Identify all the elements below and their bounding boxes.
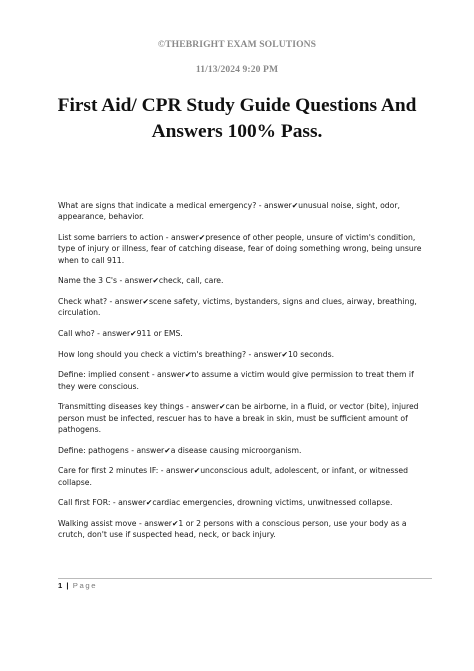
question-text: Care for first 2 minutes IF: - answer [58,466,194,476]
qa-item [58,465,428,488]
answer-text: to assume a victim would give permission to treat them if they were conscious. [58,370,414,391]
qa-item [58,232,428,266]
answer-text: unusual noise, sight, odor, appearance, behavior. [58,201,400,222]
answer-text: presence of other people, unsure of victim's condition, type of injury or illness, fear of catching disease, fear of doing something wrong, being unsure when to call 911. [58,233,422,265]
answer-text: check, call, care. [158,276,224,286]
qa-item [58,518,428,541]
qa-item [58,497,428,508]
title-line-1: First Aid/ CPR Study Guide Questions And [57,95,417,116]
question-text: Walking assist move - answer [58,518,172,528]
answer-text: scene safety, victims, bystanders, signs and clues, airway, breathing, circulation. [58,297,417,318]
qa-item [58,296,428,319]
checkmark-icon: ✔ [130,329,137,338]
document-title [30,93,444,145]
checkmark-icon: ✔ [142,297,149,306]
question-text: Name the 3 C's - answer [58,276,153,286]
checkmark-icon: ✔ [219,402,226,412]
qa-item [58,401,428,435]
qa-item [58,369,428,392]
answer-text: a disease causing microorganism. [170,445,302,455]
qa-list [58,200,428,550]
checkmark-icon: ✔ [184,370,192,380]
answer-text: can be airborne, in a fluid, or vector (bite), injured person must be infected, rescuer has to have a break in skin, must be sufficient amount of pathogens. [58,402,419,434]
checkmark-icon: ✔ [198,233,206,242]
question-text: What are signs that indicate a medical emergency? - answer [58,201,292,210]
page-number: 1 [58,581,63,590]
checkmark-icon: ✔ [145,498,153,508]
timestamp: 11/13/2024 9:20 PM [195,64,279,75]
question-text: List some barriers to action - answer [58,233,199,242]
title-line-2: Answers 100% Pass. [151,121,323,142]
qa-item [58,200,428,223]
answer-text: cardiac emergencies, drowning victims, unwitnessed collapse. [152,498,393,508]
checkmark-icon: ✔ [281,349,288,359]
page-footer [58,581,97,590]
question-text: Check what? - answer [58,297,143,306]
checkmark-icon: ✔ [291,201,299,210]
footer-divider [58,578,432,579]
answer-text: 911 or EMS. [136,329,183,338]
checkmark-icon: ✔ [152,276,159,286]
answer-text: 10 seconds. [288,349,335,359]
checkmark-icon: ✔ [193,466,201,476]
question-text: Define: pathogens - answer [58,445,165,455]
answer-text: 1 or 2 persons with a conscious person, use your body as a crutch, don't use if suspected head, neck, or back injury. [58,518,407,540]
qa-item [58,275,428,286]
footer-separator: | [66,581,69,590]
question-text: Define: implied consent - answer [58,370,185,380]
checkmark-icon: ✔ [171,518,179,528]
qa-item [58,445,428,456]
question-text: Transmitting diseases key things - answer [58,402,220,412]
question-text: Call who? - answer [58,329,131,338]
answer-text: unconscious adult, adolescent, or infant, or witnessed collapse. [58,466,408,487]
question-text: How long should you check a victim's breathing? - answer [58,349,282,359]
qa-item [58,328,428,339]
page-label: Page [72,581,98,590]
question-text: Call first FOR: - answer [58,498,146,508]
copyright-notice: ©THEBRIGHT EXAM SOLUTIONS [157,39,317,50]
qa-item [58,349,428,360]
checkmark-icon: ✔ [164,445,171,455]
